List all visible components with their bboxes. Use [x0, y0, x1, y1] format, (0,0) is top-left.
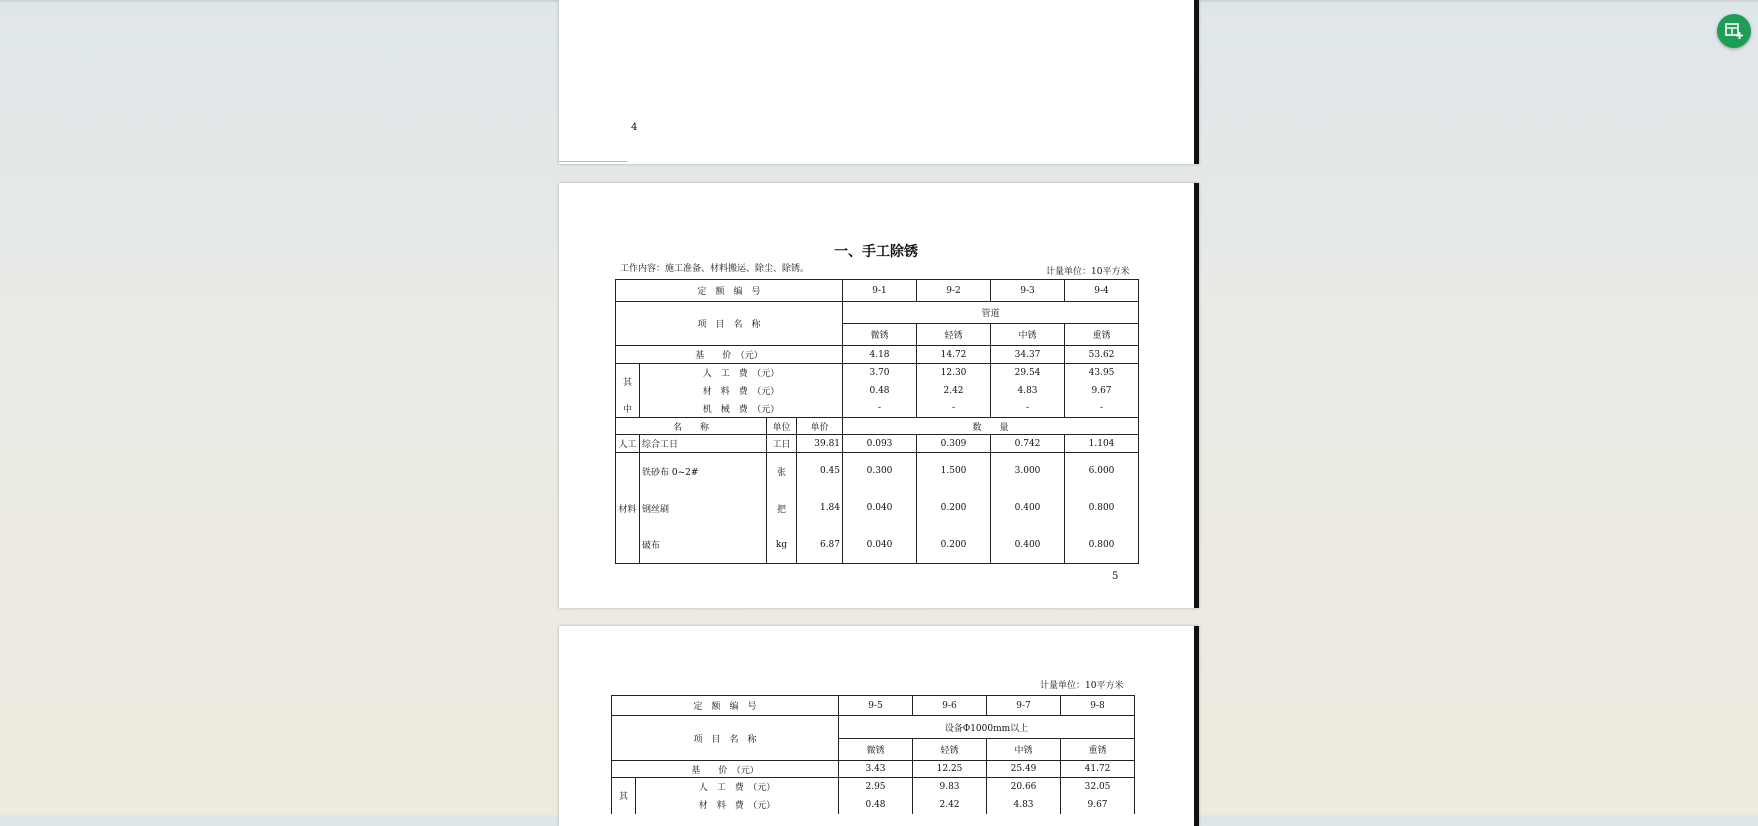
labor-label: 人 工 费 （元） — [640, 364, 843, 382]
row-price: 6.87 — [797, 527, 843, 564]
qty-cell: 0.800 — [1065, 527, 1139, 564]
value-cell: 2.95 — [839, 778, 913, 796]
value-cell: 9.67 — [1065, 382, 1139, 400]
value-cell: 4.83 — [991, 382, 1065, 400]
value-cell: 0.48 — [839, 796, 913, 814]
code-cell: 9-3 — [991, 280, 1065, 302]
page-divider — [559, 161, 627, 162]
value-cell: 43.95 — [1065, 364, 1139, 382]
value-cell: 12.30 — [917, 364, 991, 382]
document-page-4 — [559, 0, 1199, 164]
code-cell: 9-1 — [843, 280, 917, 302]
zhong-label: 中 — [616, 400, 640, 418]
measure-unit: 计量单位：10平方米 — [1046, 267, 1130, 277]
qi-label: 其 — [612, 778, 636, 814]
value-cell: - — [1065, 400, 1139, 418]
level-cell: 中锈 — [991, 324, 1065, 346]
level-cell: 重锈 — [1065, 324, 1139, 346]
machine-label: 机 械 费 （元） — [640, 400, 843, 418]
qty-cell: 0.200 — [917, 490, 991, 527]
value-cell: 9.83 — [913, 778, 987, 796]
quota-table — [611, 695, 1135, 814]
qty-cell: 0.400 — [991, 527, 1065, 564]
page-number: 5 — [1112, 571, 1119, 582]
value-cell: 3.43 — [839, 761, 913, 778]
value-cell: 9.67 — [1061, 796, 1135, 814]
level-cell: 微锈 — [843, 324, 917, 346]
code-cell: 9-6 — [913, 696, 987, 716]
name-label: 名 称 — [616, 418, 767, 435]
row-name: 破布 — [640, 527, 767, 564]
qty-cell: 0.040 — [843, 490, 917, 527]
level-cell: 轻锈 — [917, 324, 991, 346]
level-cell: 重锈 — [1061, 739, 1135, 761]
code-cell: 9-8 — [1061, 696, 1135, 716]
page-number: 4 — [631, 122, 638, 133]
qty-cell: 1.500 — [917, 453, 991, 490]
page-edge — [1194, 626, 1199, 826]
document-page-6 — [559, 626, 1199, 826]
work-content: 工作内容：施工准备、材料搬运、除尘、除锈。 — [620, 264, 810, 274]
base-label: 基 价 （元） — [616, 346, 843, 364]
value-cell: 53.62 — [1065, 346, 1139, 364]
labor-label: 人 工 费 （元） — [636, 778, 839, 796]
qty-cell: 0.093 — [843, 435, 917, 453]
row-price: 39.81 — [797, 435, 843, 453]
qi-label: 其 — [616, 364, 640, 400]
code-cell: 9-7 — [987, 696, 1061, 716]
base-label: 基 价 （元） — [612, 761, 839, 778]
value-cell: 4.18 — [843, 346, 917, 364]
level-cell: 微锈 — [839, 739, 913, 761]
code-label: 定 额 编 号 — [612, 696, 839, 716]
value-cell: 4.83 — [987, 796, 1061, 814]
unit-label: 单位 — [767, 418, 797, 435]
row-unit: 工日 — [767, 435, 797, 453]
value-cell: 20.66 — [987, 778, 1061, 796]
qty-cell: 0.742 — [991, 435, 1065, 453]
value-cell: - — [917, 400, 991, 418]
material-label: 材 料 费 （元） — [640, 382, 843, 400]
document-page-5 — [559, 183, 1199, 608]
qty-cell: 0.300 — [843, 453, 917, 490]
qty-cell: 0.040 — [843, 527, 917, 564]
quantity-label: 数 量 — [843, 418, 1139, 435]
value-cell: 2.42 — [913, 796, 987, 814]
row-unit: 把 — [767, 490, 797, 527]
material-label: 材 料 费 （元） — [636, 796, 839, 814]
code-label: 定 额 编 号 — [616, 280, 843, 302]
row-unit: 张 — [767, 453, 797, 490]
section-title: 一、手工除锈 — [834, 244, 918, 260]
code-cell: 9-4 — [1065, 280, 1139, 302]
row-name: 钢丝刷 — [640, 490, 767, 527]
value-cell: 41.72 — [1061, 761, 1135, 778]
value-cell: 34.37 — [991, 346, 1065, 364]
table-add-icon — [1724, 21, 1744, 41]
measure-unit: 计量单位：10平方米 — [1040, 681, 1124, 691]
group-label: 管道 — [843, 302, 1139, 324]
qty-cell: 1.104 — [1065, 435, 1139, 453]
value-cell: 12.25 — [913, 761, 987, 778]
qty-cell: 0.309 — [917, 435, 991, 453]
code-cell: 9-2 — [917, 280, 991, 302]
table-add-button[interactable] — [1717, 14, 1751, 48]
qty-cell: 0.800 — [1065, 490, 1139, 527]
value-cell: 3.70 — [843, 364, 917, 382]
value-cell: 0.48 — [843, 382, 917, 400]
level-cell: 中锈 — [987, 739, 1061, 761]
row-name: 铁砂布 0~2# — [640, 453, 767, 490]
value-cell: 2.42 — [917, 382, 991, 400]
quota-table — [615, 279, 1139, 564]
level-cell: 轻锈 — [913, 739, 987, 761]
page-edge — [1194, 183, 1199, 608]
value-cell: 14.72 — [917, 346, 991, 364]
value-cell: 29.54 — [991, 364, 1065, 382]
category-cell: 人工 — [616, 435, 640, 453]
qty-cell: 0.400 — [991, 490, 1065, 527]
row-unit: kg — [767, 527, 797, 564]
value-cell: 32.05 — [1061, 778, 1135, 796]
price-label: 单价 — [797, 418, 843, 435]
value-cell: 25.49 — [987, 761, 1061, 778]
code-cell: 9-5 — [839, 696, 913, 716]
group-label: 设备Φ1000mm以上 — [839, 716, 1135, 739]
row-price: 1.84 — [797, 490, 843, 527]
value-cell: - — [843, 400, 917, 418]
row-price: 0.45 — [797, 453, 843, 490]
qty-cell: 0.200 — [917, 527, 991, 564]
qty-cell: 6.000 — [1065, 453, 1139, 490]
qty-cell: 3.000 — [991, 453, 1065, 490]
value-cell: - — [991, 400, 1065, 418]
item-label: 项 目 名 称 — [612, 716, 839, 761]
page-edge — [1194, 0, 1199, 164]
item-label: 项 目 名 称 — [616, 302, 843, 346]
row-name: 综合工日 — [640, 435, 767, 453]
category-cell: 材料 — [616, 453, 640, 564]
